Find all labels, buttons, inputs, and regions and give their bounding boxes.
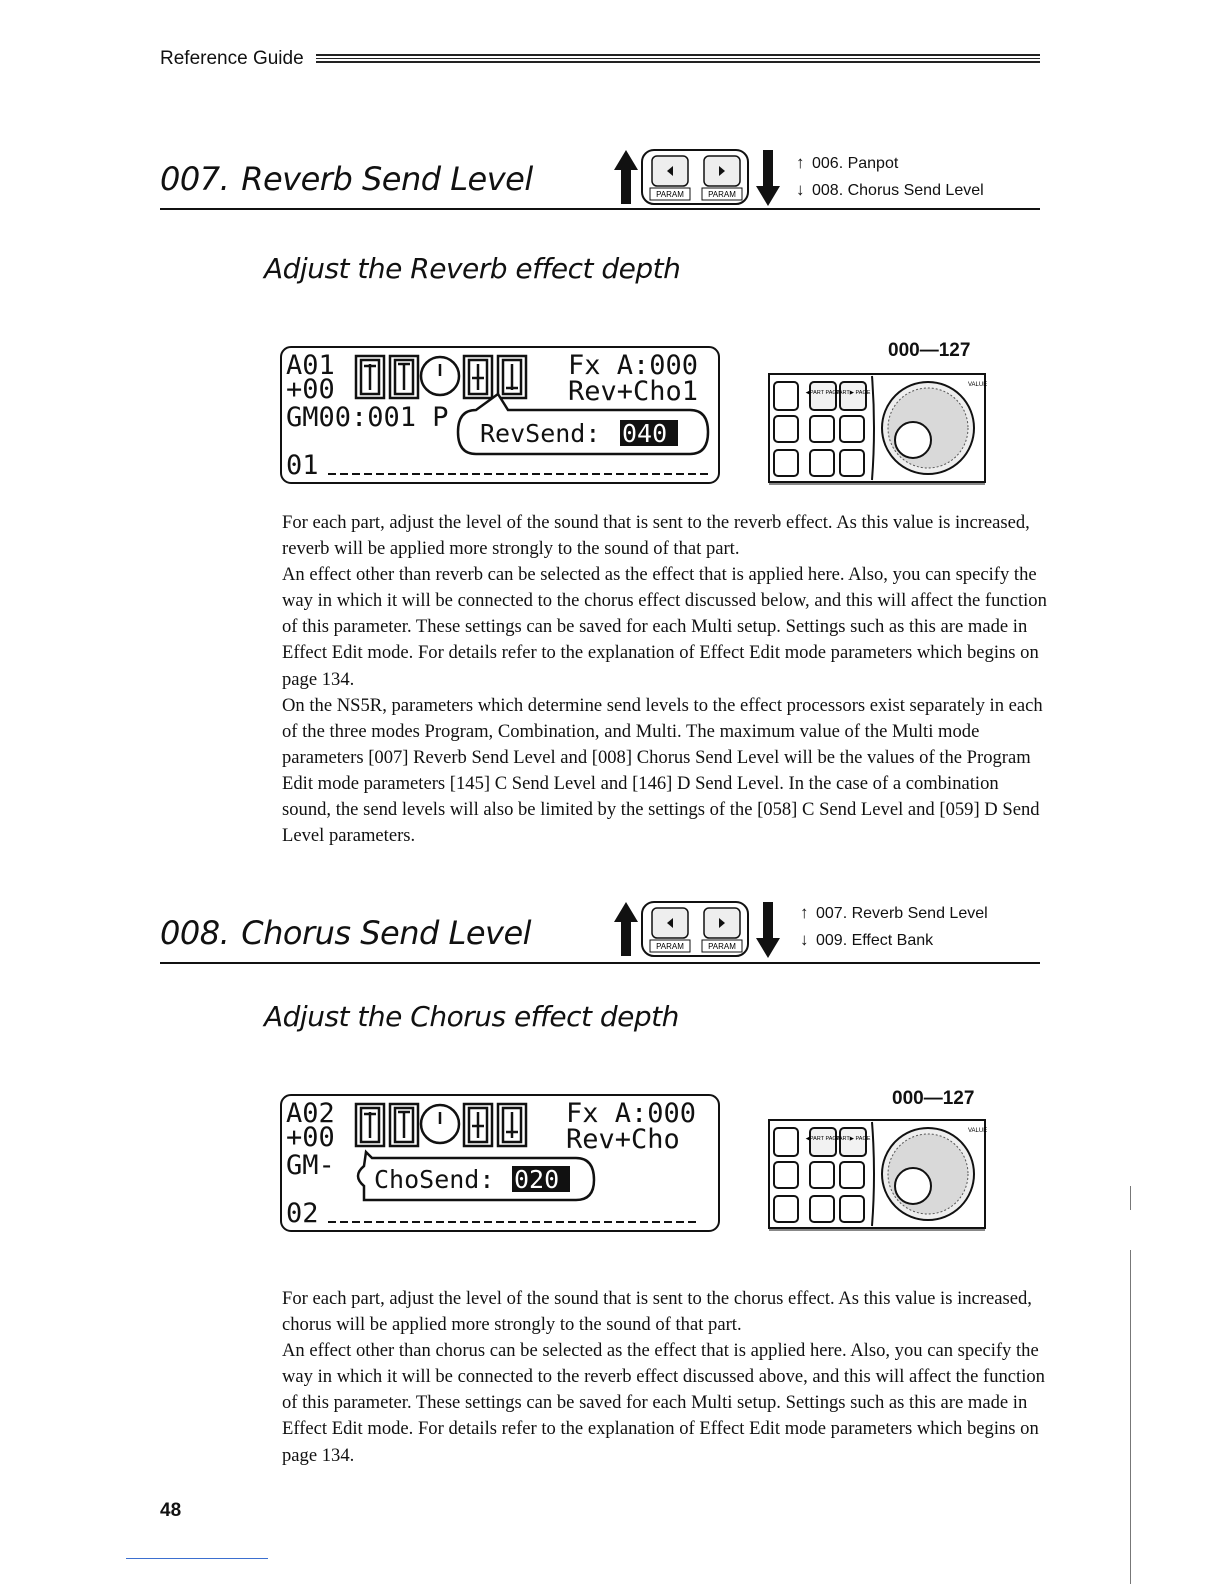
param-prev-button[interactable]	[650, 156, 690, 200]
paragraph: On the NS5R, parameters which determine send levels to the effect processors exist separately in each of the three modes Program, Combination, and Multi. The maximum value of the Multi mode parameters [007] Reverb Send Level and [008] Chorus Send Level will be the values of the Program Edit mode parameters [145] C Send Level and [146] D Send Level. In the case of a combination sound, the send levels will also be limited by the settings of the [058] C Send Level and [059] D Send Level parameters.	[282, 694, 1043, 847]
lcd-line2: +00	[286, 374, 335, 405]
down-small-arrow-icon: ↓	[796, 180, 805, 199]
section-rule	[160, 962, 1040, 964]
up-arrow-icon	[614, 150, 638, 204]
part-page-prev-button[interactable]	[810, 1128, 836, 1156]
running-head: Reference Guide	[160, 48, 304, 69]
panel-button[interactable]	[774, 1196, 798, 1222]
panel-button[interactable]	[840, 416, 864, 442]
nav-next-ref[interactable]: ↓ 009. Effect Bank	[800, 927, 988, 954]
section-rule	[160, 208, 1040, 210]
value-range: 000—127	[888, 340, 971, 361]
panel-button[interactable]	[810, 1196, 834, 1222]
lcd-fx-line2: Rev+Cho1	[568, 376, 699, 407]
value-knob[interactable]	[882, 382, 987, 474]
footer-rule	[126, 1558, 268, 1559]
lcd-popup-value: 040	[622, 419, 668, 448]
param-prev-label: PARAM	[656, 942, 684, 951]
paragraph: For each part, adjust the level of the sound that is sent to the chorus effect. As this value is increased, chorus will be applied more strongly to the sound of that part.	[282, 1288, 1032, 1336]
value-knob[interactable]	[882, 1128, 987, 1220]
lcd-line1: A01	[286, 350, 335, 381]
paragraph: An effect other than reverb can be selected as the effect that is applied here. Also, you can specify the way in which it will be connected to the chorus effect discussed below, and this will affect the function of this parameter. These settings can be saved for each Multi setup. Settings such as this are made in Effect Edit mode. For details refer to the explanation of Effect Edit mode parameters which begins on page 134.	[282, 564, 1047, 690]
section-title-007	[160, 160, 533, 198]
down-small-arrow-icon: ↓	[800, 930, 809, 949]
panel-button[interactable]	[810, 450, 834, 476]
panel-button[interactable]	[774, 450, 798, 476]
panel-button[interactable]	[774, 1162, 798, 1188]
panel-button[interactable]	[810, 416, 834, 442]
param-next-label: PARAM	[708, 190, 736, 199]
nav-refs	[800, 900, 988, 954]
lcd-display	[280, 346, 720, 484]
part-page-next-label: PART▶ PAGE	[835, 390, 871, 396]
scan-edge-mark	[1130, 1250, 1131, 1584]
up-small-arrow-icon: ↑	[796, 153, 805, 172]
section-subtitle: Adjust the Chorus effect depth	[264, 1000, 679, 1033]
down-arrow-icon	[756, 902, 780, 958]
nav-prev-ref[interactable]: ↑ 006. Panpot	[796, 150, 984, 177]
lcd-display	[280, 1094, 720, 1232]
control-panel	[768, 1118, 988, 1232]
lcd-line1: A02	[286, 1098, 335, 1129]
lcd-popup-label: RevSend:	[480, 419, 601, 448]
section-title-text: Chorus Send Level	[241, 914, 532, 952]
panel-button[interactable]	[840, 450, 864, 476]
section-number: 008.	[160, 914, 230, 952]
lcd-line4: 02	[286, 1198, 319, 1229]
param-next-button[interactable]	[702, 908, 742, 952]
section-number: 007.	[160, 160, 230, 198]
lcd-line3: GM00:001 P	[286, 402, 449, 433]
param-prev-label: PARAM	[656, 190, 684, 199]
down-arrow-icon	[756, 150, 780, 206]
lcd-popup-value: 020	[514, 1165, 560, 1194]
knob-label: VALUE	[968, 382, 988, 388]
lcd-fx-line2: Rev+Cho	[566, 1124, 680, 1155]
nav-prev-ref[interactable]: ↑ 007. Reverb Send Level	[800, 900, 988, 927]
panel-button[interactable]	[810, 1162, 834, 1188]
param-nav-buttons	[612, 146, 792, 210]
part-page-prev-button[interactable]	[810, 382, 836, 410]
panel-button[interactable]	[840, 1162, 864, 1188]
page-number: 48	[160, 1500, 182, 1521]
param-prev-button[interactable]	[650, 908, 690, 952]
nav-refs	[796, 150, 984, 204]
control-panel	[768, 372, 988, 486]
up-small-arrow-icon: ↑	[800, 903, 809, 922]
paragraph: An effect other than chorus can be selected as the effect that is applied here. Also, you can specify the way in which it will be connected to the reverb effect discussed above, and this will affect the function of this parameter. These settings can be saved for each Multi setup. Settings such as this are made in Effect Edit mode. For details refer to the explanation of Effect Edit mode parameters which begins on page 134.	[282, 1340, 1045, 1466]
up-arrow-icon	[614, 902, 638, 956]
lcd-popup	[358, 1152, 594, 1200]
section-body	[282, 510, 1052, 849]
header-rule	[316, 54, 1040, 64]
section-title-008	[160, 914, 531, 952]
panel-button[interactable]	[774, 1128, 798, 1156]
param-next-label: PARAM	[708, 942, 736, 951]
panel-button[interactable]	[840, 1196, 864, 1222]
lcd-fx-line1: Fx A:000	[568, 350, 699, 381]
part-page-next-button[interactable]	[840, 1128, 866, 1156]
panel-button[interactable]	[774, 382, 798, 410]
part-page-prev-label: ◀PART PAGE	[805, 1136, 841, 1142]
panel-button[interactable]	[774, 416, 798, 442]
section-title-text: Reverb Send Level	[241, 160, 533, 198]
paragraph: For each part, adjust the level of the sound that is sent to the reverb effect. As this value is increased, reverb will be applied more strongly to the sound of that part.	[282, 512, 1030, 560]
lcd-fx-line1: Fx A:000	[566, 1098, 697, 1129]
section-body	[282, 1286, 1052, 1469]
lcd-popup-label: ChoSend:	[374, 1165, 495, 1194]
section-subtitle: Adjust the Reverb effect depth	[264, 252, 681, 285]
part-page-next-button[interactable]	[840, 382, 866, 410]
knob-label: VALUE	[968, 1128, 988, 1134]
lcd-line3: GM-	[286, 1150, 335, 1181]
param-nav-buttons	[612, 898, 792, 962]
scan-edge-mark	[1130, 1186, 1131, 1210]
value-range: 000—127	[892, 1088, 975, 1109]
lcd-line2: +00	[286, 1122, 335, 1153]
part-page-prev-label: ◀PART PAGE	[805, 390, 841, 396]
nav-next-ref[interactable]: ↓ 008. Chorus Send Level	[796, 177, 984, 204]
part-page-next-label: PART▶ PAGE	[835, 1136, 871, 1142]
param-next-button[interactable]	[702, 156, 742, 200]
lcd-line4: 01	[286, 450, 319, 481]
